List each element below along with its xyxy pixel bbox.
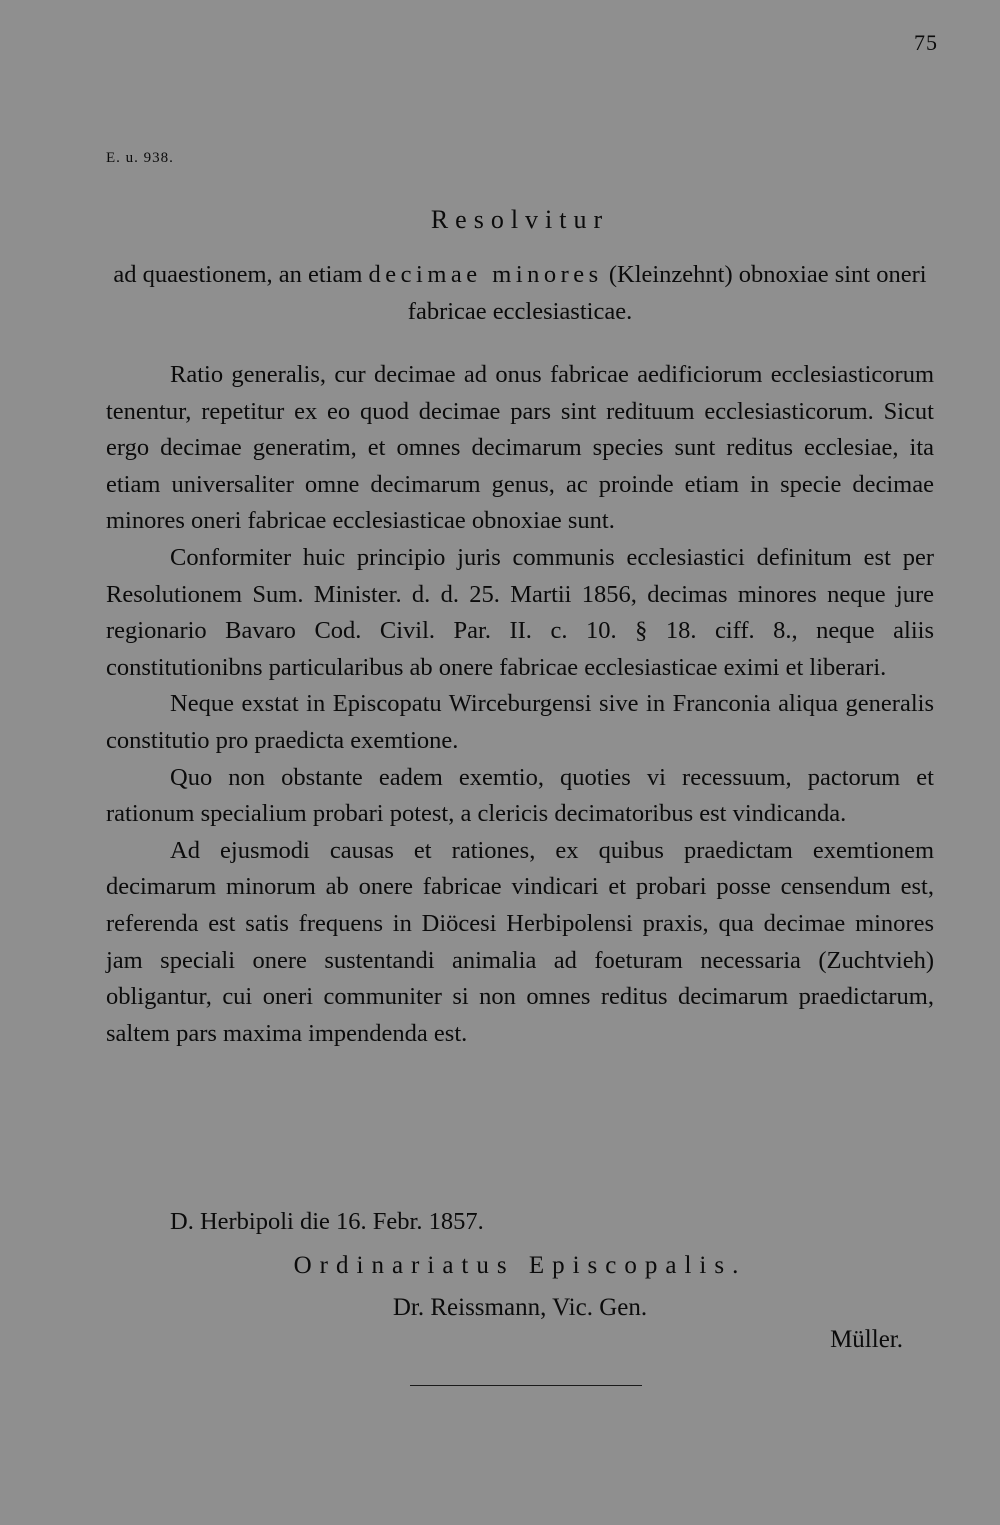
page-number: 75: [914, 30, 938, 55]
paragraph-1: Ratio generalis, cur decimae ad onus fabricae aedificiorum ecclesiasticorum tenentur, repetitur ex eo quod decimae pars sint redituum ecclesiasticorum. Sicut ergo decimae generatim, et omnes decimarum species sunt reditus ecclesiae, ita etiam universaliter omne decimarum genus, ac proinde etiam in specie decimae minores oneri fabricae ecclesiasticae obnoxiae sunt.: [106, 361, 934, 535]
question-part-2: (Kleinzehnt) obnoxiae sint oneri fabricae ecclesiasticae.: [407, 261, 927, 325]
paragraph-5: Ad ejusmodi causas et rationes, ex quibus praedictam exemtionem decimarum minorum ab onere fabricae vindicari et probari posse censendum est, referenda est satis frequens in Diöcesi Herbipolensi praxis, qua decimae minores jam speciali onere sustentandi animalia ad foeturam necessaria (Zuchtvieh) obligantur, cui oneri communiter si non omnes reditus decimarum praedictarum, saltem pars maxima impendenda est.: [106, 836, 934, 1047]
heading: Resolvitur: [430, 205, 610, 234]
question-statement: [106, 256, 934, 330]
issuing-authority: Ordinariatus Episcopalis.: [293, 1252, 747, 1279]
signatory: Dr. Reissmann, Vic. Gen.: [392, 1294, 648, 1321]
closing-rule: [410, 1385, 642, 1386]
body-text: [106, 357, 934, 1052]
question-emphasis: decimae minores: [368, 261, 603, 288]
paragraph-4: Quo non obstante eadem exemtio, quoties vi recessuum, pactorum et rationum specialium probari potest, a clericis decimatoribus est vindicanda.: [106, 763, 934, 828]
question-part-1: ad quaestionem, an etiam: [113, 261, 369, 288]
paragraph-3: Neque exstat in Episcopatu Wirceburgensi sive in Franconia aliqua generalis constitutio pro praedicta exemtione.: [106, 690, 934, 754]
date-line: D. Herbipoli die 16. Febr. 1857.: [170, 1208, 484, 1235]
paragraph-2: Conformiter huic principio juris communis ecclesiastici definitum est per Resolutionem Sum. Minister. d. d. 25. Martii 1856, decimas minores neque jure regionario Bavaro Cod. Civil. Par. II. c. 10. § 18. ciff. 8., neque aliis constitutionibns particularibus ab onere fabricae ecclesiasticae eximi et liberari.: [106, 543, 934, 681]
reference-number: E. u. 938.: [106, 150, 174, 166]
secretary-signature: Müller.: [830, 1326, 903, 1353]
